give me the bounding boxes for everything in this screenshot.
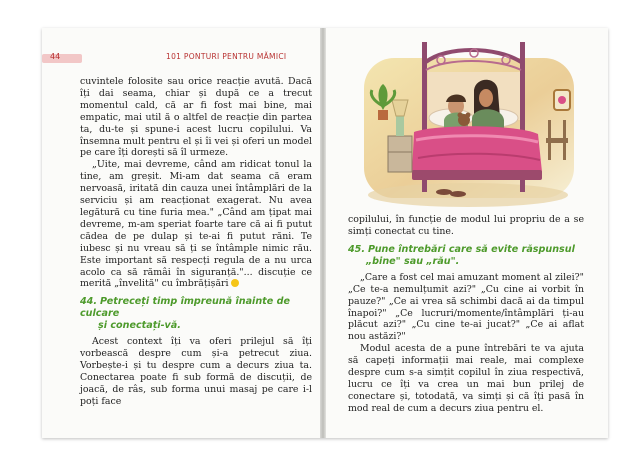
paragraph: Modul acesta de a pune întrebări te va ajuta să capeți informații mai reale, mai complexe despre cum s-a simțit copilul în ziua respectivă, lucru ce îți va crea un mai bun prilej de conectare și, totodată, va simți și că îți pasă în mod real de cum a decurs ziua pentru el. [348, 343, 584, 414]
paragraph: cuvintele folosite sau orice reacție avută. Dacă îți dai seama, chiar și după ce a trecut momentul cald, că ar fi fost mai bine, mai empatic, mai util ă o altfel de reacție din partea ta, du-te și spune-i acest lucru copilului. Va însemna mult pentru el și îi vei și oferi un model pe care îți dorești să îl urmeze. [80, 76, 312, 159]
page-number: 44 [50, 52, 61, 61]
running-header [42, 50, 320, 68]
left-page [42, 28, 320, 438]
section-heading-44 [80, 296, 312, 332]
book-title: 101 PONTURI PENTRU MĂMICI [166, 52, 287, 61]
paragraph: copilului, în funcție de modul lui propriu de a se simți conectat cu tine. [348, 214, 584, 237]
heading-number: 44. [80, 296, 97, 308]
heading-line: „bine" sau „rău". [366, 255, 460, 267]
heading-line: Petreceți timp împreună înainte de culcare [80, 296, 290, 320]
smiley-icon [231, 279, 239, 287]
heading-number: 45. [348, 243, 365, 255]
quote-text: „Uite, mai devreme, când am ridicat tonul la tine, am greșit. Mi-am dat seama că eram nervoasă, iritată din cauza unei întâmplări de la serviciu și am reacționat exagerat. Nu avea legătură cu tine furia mea." „Când am țipat mai devreme, m-am speriat foarte tare că ai fi putut cădea de pe dulap și te-ai fi putut răni. Te iubesc și nu vreau să ți se întâmple nimic rău. Este important să respecți regula de a nu urca acolo ca să rămâi în siguranță."... discuție ce merită „învelită" cu îmbrățișări [80, 159, 312, 290]
right-text-block [348, 214, 584, 415]
book-spread [42, 28, 608, 438]
heading-line: Pune întrebări care să evite răspunsul [368, 243, 575, 255]
heading-line: și conectați-vă. [98, 320, 181, 332]
paragraph: Acest context îți va oferi prilejul să îți vorbească despre cum și-a petrecut ziua. Vorbește-i și tu despre cum a decurs ziua ta. Conectarea poate fi sub formă de discuții, de joacă, de râs, sub forma unui masaj pe care i-l poți face [80, 336, 312, 407]
paragraph: „Care a fost cel mai amuzant moment al zilei?" „Ce te-a nemulțumit azi?" „Cu cine ai vorbit în pauze?" „Ce ai vrea să schimbi dacă ai da timpul înapoi?" „Ce lucruri/momente/întâmplări ți-au plăcut azi?" „Cu cine te-ai jucat?" „Ce ai aflat nou astăzi?" [348, 271, 584, 343]
page-number-tab [42, 54, 82, 63]
section-heading-45 [348, 244, 584, 268]
right-page [326, 28, 608, 438]
paragraph [80, 159, 312, 290]
left-text-block [80, 76, 312, 408]
bedtime-illustration [356, 40, 582, 210]
